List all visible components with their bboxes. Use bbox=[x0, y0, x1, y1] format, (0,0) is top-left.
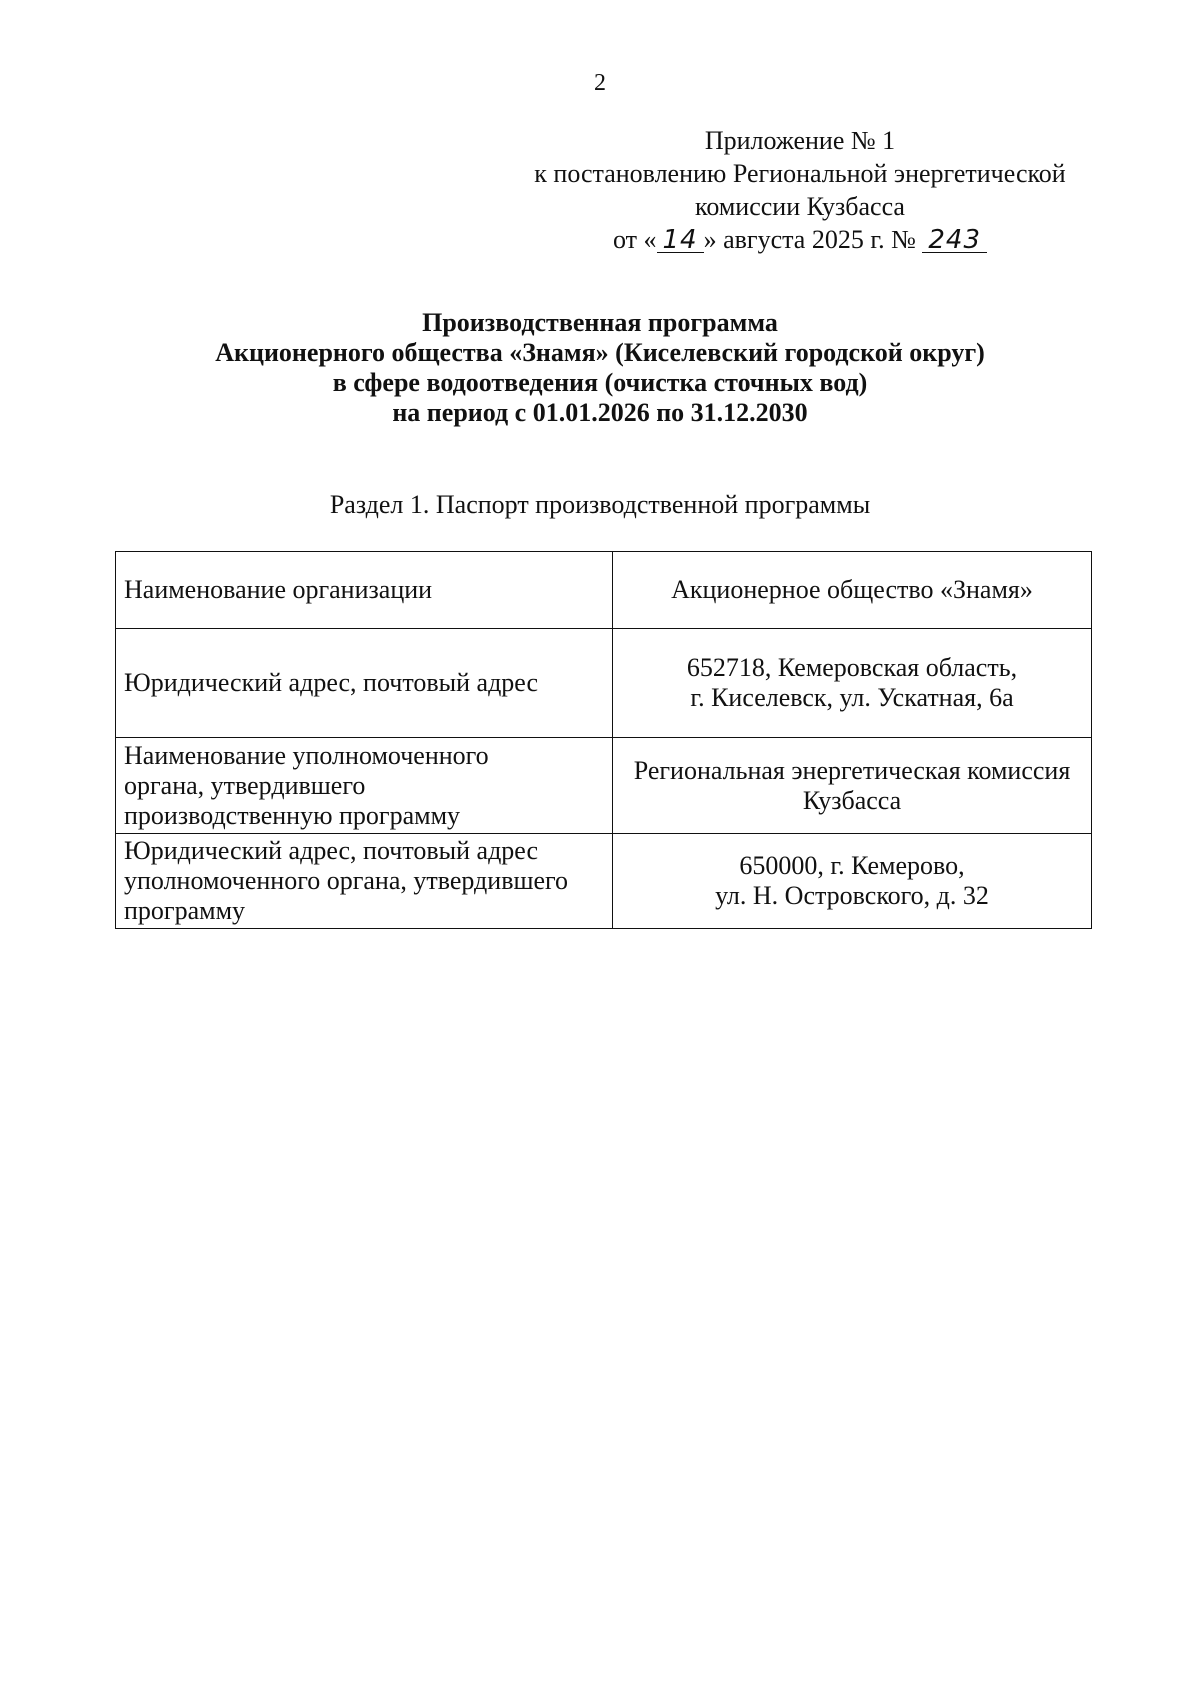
appendix-decree-reference: к постановлению Региональной энергетической bbox=[534, 159, 1066, 188]
row-label-authority-address: Юридический адрес, почтовый адрес уполномоченного органа, утвердившего программу bbox=[124, 836, 569, 925]
date-day-handwritten: 14 bbox=[657, 228, 704, 253]
row-value-authority-name: Региональная энергетическая комиссия Кузбасса bbox=[633, 755, 1071, 815]
table-cell-label bbox=[116, 738, 613, 834]
table-row bbox=[116, 552, 1092, 629]
date-middle: » августа 2025 г. № bbox=[703, 225, 916, 254]
page-number: 2 bbox=[594, 70, 606, 96]
document-title bbox=[0, 308, 1200, 428]
section-title: Раздел 1. Паспорт производственной программы bbox=[329, 490, 871, 519]
table-row bbox=[116, 834, 1092, 929]
row-value-authority-address: 650000, г. Кемерово, ул. Н. Островского, д. 32 bbox=[715, 851, 989, 910]
table-cell-label bbox=[116, 629, 613, 738]
table-cell-label bbox=[116, 834, 613, 929]
table-cell-value bbox=[613, 834, 1092, 929]
appendix-header bbox=[450, 124, 1150, 256]
row-label-organization-name: Наименование организации bbox=[124, 575, 433, 604]
table-cell-value bbox=[613, 629, 1092, 738]
row-label-authority-name: Наименование уполномоченного органа, утвердившего производственную программу bbox=[124, 740, 489, 830]
passport-table bbox=[115, 551, 1092, 929]
table-cell-value bbox=[613, 552, 1092, 629]
decree-number-handwritten: 243 bbox=[922, 228, 987, 253]
date-prefix: от « bbox=[612, 225, 657, 254]
table-row bbox=[116, 738, 1092, 834]
table-cell-label bbox=[116, 552, 613, 629]
appendix-number: Приложение № 1 bbox=[704, 126, 896, 155]
row-value-organization-name: Акционерное общество «Знамя» bbox=[671, 575, 1033, 604]
title-line-2: Акционерного общества «Знамя» (Киселевский городской округ) bbox=[215, 338, 985, 367]
row-label-legal-address: Юридический адрес, почтовый адрес bbox=[124, 668, 539, 697]
title-line-1: Производственная программа bbox=[422, 308, 778, 337]
row-value-legal-address: 652718, Кемеровская область, г. Киселевск, ул. Ускатная, 6а bbox=[686, 653, 1018, 712]
table-row bbox=[116, 629, 1092, 738]
title-line-4: на период с 01.01.2026 по 31.12.2030 bbox=[392, 398, 808, 427]
table-cell-value bbox=[613, 738, 1092, 834]
appendix-commission-name: комиссии Кузбасса bbox=[695, 192, 905, 221]
title-line-3: в сфере водоотведения (очистка сточных вод) bbox=[332, 368, 868, 397]
appendix-date-line bbox=[450, 223, 1150, 256]
